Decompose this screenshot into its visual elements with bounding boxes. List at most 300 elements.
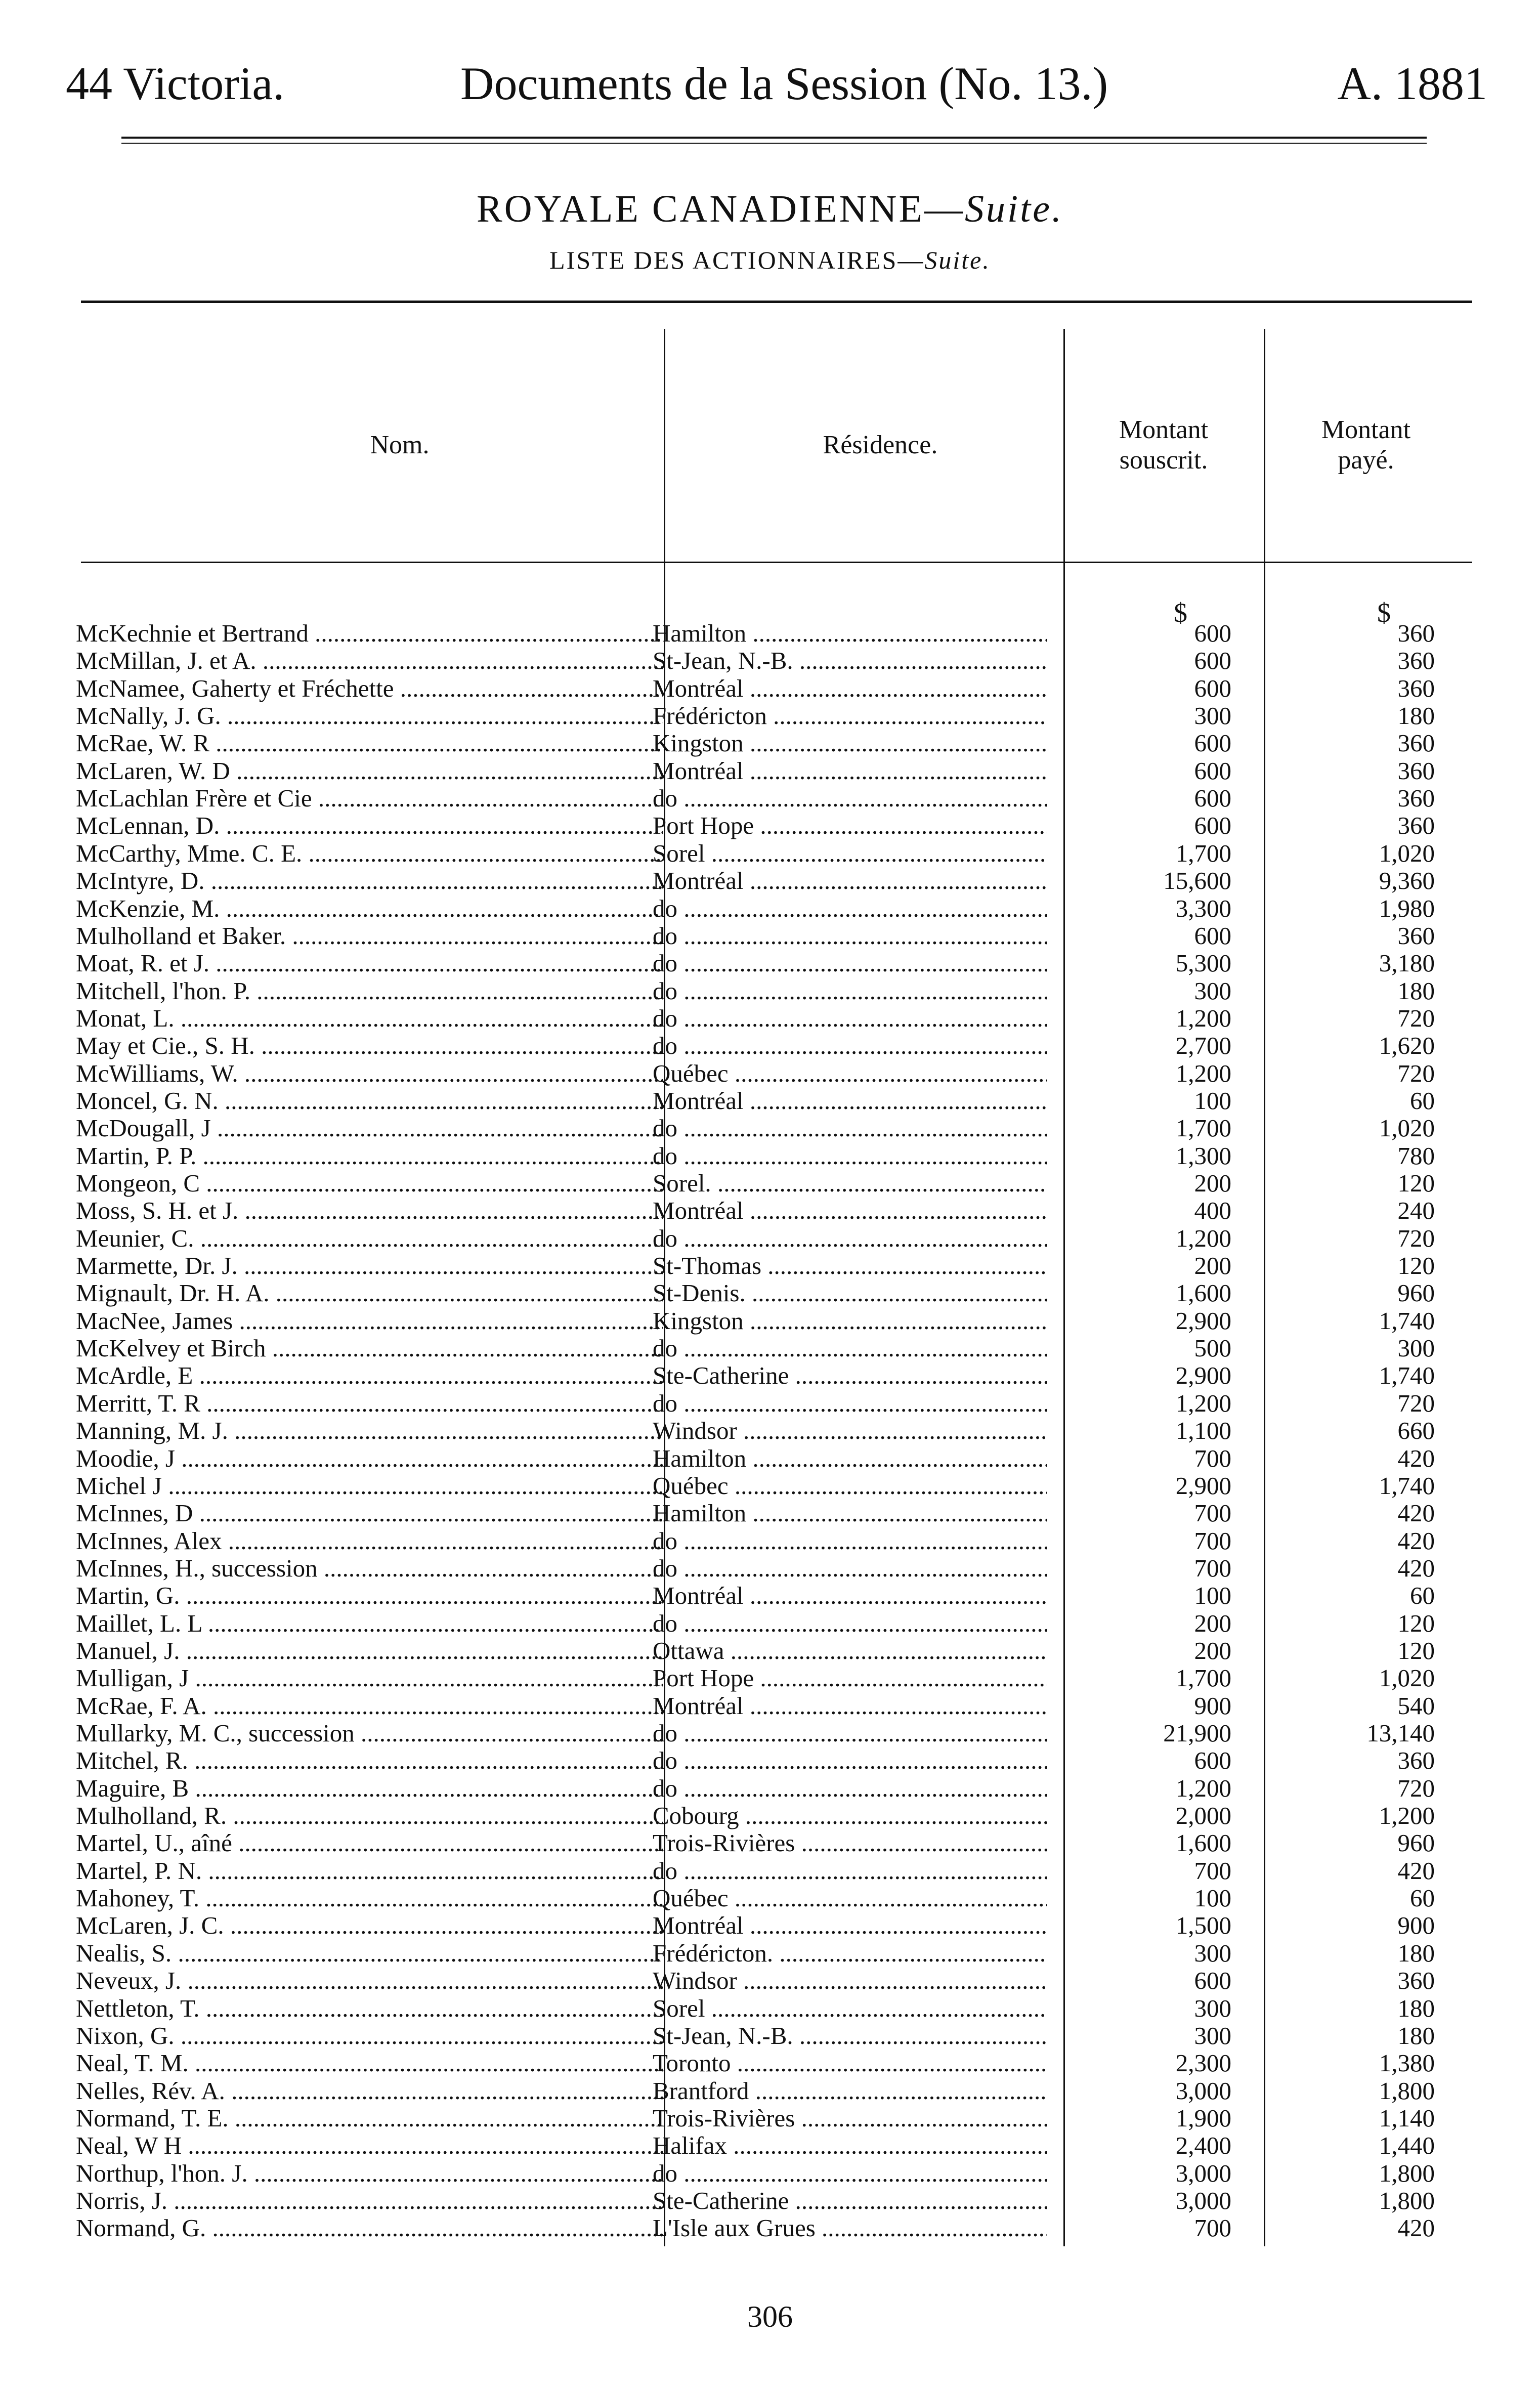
cell-souscrit: 1,100 bbox=[1175, 1417, 1231, 1445]
cell-nom: Normand, T. E. ..... bbox=[76, 2105, 663, 2132]
cell-paye: 1,620 bbox=[1379, 1032, 1435, 1060]
cell-souscrit: 600 bbox=[1194, 1967, 1231, 1995]
cell-souscrit: 300 bbox=[1194, 1994, 1231, 2022]
cell-residence: Montréal ..... bbox=[653, 1912, 1047, 1939]
column-header-nom: Nom. bbox=[370, 431, 430, 459]
section-title-suffix: Suite. bbox=[964, 188, 1063, 230]
cell-paye: 360 bbox=[1397, 729, 1435, 757]
cell-residence: do ..... bbox=[653, 1720, 1047, 1747]
table-row bbox=[0, 1665, 1540, 1692]
cell-souscrit: 2,900 bbox=[1175, 1361, 1231, 1390]
cell-paye: 60 bbox=[1410, 1582, 1435, 1610]
cell-residence: Port Hope ..... bbox=[653, 1665, 1047, 1692]
table-row bbox=[0, 1967, 1540, 1994]
cell-paye: 1,020 bbox=[1379, 839, 1435, 867]
cell-souscrit: 5,300 bbox=[1175, 949, 1231, 977]
cell-residence: Toronto ..... bbox=[653, 2050, 1047, 2077]
cell-paye: 1,020 bbox=[1379, 1114, 1435, 1142]
header-volume: 44 Victoria. bbox=[66, 58, 285, 109]
cell-souscrit: 400 bbox=[1194, 1197, 1231, 1225]
cell-souscrit: 900 bbox=[1194, 1691, 1231, 1720]
cell-souscrit: 600 bbox=[1194, 921, 1231, 950]
cell-residence: St-Thomas ..... bbox=[653, 1252, 1047, 1279]
table-row bbox=[0, 1802, 1540, 1829]
table-row bbox=[0, 1472, 1540, 1500]
cell-residence: do ..... bbox=[653, 1032, 1047, 1059]
column-header-souscrit bbox=[1088, 415, 1239, 476]
table-row bbox=[0, 2105, 1540, 2132]
cell-nom: Manuel, J. ..... bbox=[76, 1637, 663, 1665]
cell-residence: Brantford ..... bbox=[653, 2077, 1047, 2105]
header-rule-top bbox=[121, 137, 1427, 139]
cell-residence: Sorel ..... bbox=[653, 840, 1047, 867]
cell-nom: McLaren, W. D ..... bbox=[76, 757, 663, 785]
cell-paye: 720 bbox=[1397, 1389, 1435, 1417]
table-row bbox=[0, 1610, 1540, 1637]
cell-souscrit: 300 bbox=[1194, 976, 1231, 1005]
cell-nom: McDougall, J ..... bbox=[76, 1115, 663, 1142]
cell-paye: 120 bbox=[1397, 1636, 1435, 1665]
cell-nom: Moncel, G. N. ..... bbox=[76, 1087, 663, 1115]
cell-nom: May et Cie., S. H. ..... bbox=[76, 1032, 663, 1059]
cell-souscrit: 2,300 bbox=[1175, 2049, 1231, 2077]
cell-nom: Marmette, Dr. J. ..... bbox=[76, 1252, 663, 1279]
cell-paye: 420 bbox=[1397, 1499, 1435, 1527]
cell-residence: do ..... bbox=[653, 922, 1047, 950]
cell-souscrit: 2,900 bbox=[1175, 1471, 1231, 1500]
cell-residence: St-Jean, N.-B. ..... bbox=[653, 2022, 1047, 2050]
cell-paye: 1,800 bbox=[1379, 2159, 1435, 2187]
table-row bbox=[0, 1417, 1540, 1444]
cell-nom: Meunier, C. ..... bbox=[76, 1225, 663, 1252]
cell-paye: 120 bbox=[1397, 1609, 1435, 1637]
table-row bbox=[0, 675, 1540, 702]
cell-nom: Martel, P. N. ..... bbox=[76, 1857, 663, 1885]
cell-paye: 1,140 bbox=[1379, 2104, 1435, 2132]
table-row bbox=[0, 785, 1540, 812]
cell-residence: Hamilton ..... bbox=[653, 1445, 1047, 1472]
cell-residence: Québec ..... bbox=[653, 1885, 1047, 1912]
cell-souscrit: 600 bbox=[1194, 1746, 1231, 1775]
table-row bbox=[0, 702, 1540, 730]
cell-souscrit: 600 bbox=[1194, 756, 1231, 785]
cell-paye: 180 bbox=[1397, 1939, 1435, 1967]
cell-souscrit: 600 bbox=[1194, 674, 1231, 702]
cell-souscrit: 200 bbox=[1194, 1169, 1231, 1197]
cell-paye: 1,980 bbox=[1379, 894, 1435, 922]
cell-paye: 1,800 bbox=[1379, 2076, 1435, 2105]
table-row bbox=[0, 2187, 1540, 2214]
table-row bbox=[0, 757, 1540, 785]
cell-nom: Moss, S. H. et J. ..... bbox=[76, 1197, 663, 1224]
cell-residence: do ..... bbox=[653, 1747, 1047, 1774]
cell-nom: Mitchell, l'hon. P. ..... bbox=[76, 977, 663, 1005]
cell-souscrit: 1,200 bbox=[1175, 1389, 1231, 1417]
cell-nom: McNamee, Gaherty et Fréchette ..... bbox=[76, 675, 663, 702]
cell-paye: 360 bbox=[1397, 1746, 1435, 1775]
cell-nom: Martel, U., aîné ..... bbox=[76, 1829, 663, 1857]
cell-souscrit: 15,600 bbox=[1163, 867, 1231, 895]
cell-souscrit: 1,300 bbox=[1175, 1141, 1231, 1170]
cell-nom: McNally, J. G. ..... bbox=[76, 702, 663, 730]
table-row bbox=[0, 730, 1540, 757]
table-row bbox=[0, 950, 1540, 977]
cell-nom: McCarthy, Mme. C. E. ..... bbox=[76, 840, 663, 867]
column-header-souscrit-line1: Montant bbox=[1119, 415, 1209, 444]
cell-paye: 120 bbox=[1397, 1252, 1435, 1280]
cell-nom: McWilliams, W. ..... bbox=[76, 1060, 663, 1087]
cell-residence: St-Jean, N.-B. ..... bbox=[653, 647, 1047, 674]
cell-nom: Neal, W H ..... bbox=[76, 2132, 663, 2159]
cell-residence: St-Denis. ..... bbox=[653, 1279, 1047, 1307]
cell-souscrit: 1,900 bbox=[1175, 2104, 1231, 2132]
table-row bbox=[0, 1390, 1540, 1417]
table-row bbox=[0, 1197, 1540, 1224]
cell-paye: 900 bbox=[1397, 1911, 1435, 1940]
table-row bbox=[0, 1720, 1540, 1747]
table-row bbox=[0, 1692, 1540, 1720]
cell-nom: Mongeon, C ..... bbox=[76, 1170, 663, 1197]
cell-paye: 60 bbox=[1410, 1086, 1435, 1115]
cell-souscrit: 700 bbox=[1194, 1444, 1231, 1472]
cell-paye: 13,140 bbox=[1366, 1719, 1435, 1747]
cell-souscrit: 21,900 bbox=[1163, 1719, 1231, 1747]
cell-residence: Kingston ..... bbox=[653, 1307, 1047, 1335]
cell-residence: Frédéricton. ..... bbox=[653, 1940, 1047, 1967]
table-row bbox=[0, 1582, 1540, 1609]
table-row bbox=[0, 977, 1540, 1005]
table-row bbox=[0, 1225, 1540, 1252]
cell-residence: Sorel ..... bbox=[653, 1995, 1047, 2022]
table-row bbox=[0, 1747, 1540, 1774]
table-row bbox=[0, 1252, 1540, 1279]
cell-souscrit: 2,400 bbox=[1175, 2131, 1231, 2160]
cell-residence: Montréal ..... bbox=[653, 1087, 1047, 1115]
table-row bbox=[0, 1335, 1540, 1362]
cell-souscrit: 100 bbox=[1194, 1086, 1231, 1115]
cell-souscrit: 200 bbox=[1194, 1252, 1231, 1280]
cell-souscrit: 200 bbox=[1194, 1636, 1231, 1665]
column-header-paye-line1: Montant bbox=[1321, 415, 1411, 444]
cell-nom: McIntyre, D. ..... bbox=[76, 867, 663, 894]
cell-souscrit: 700 bbox=[1194, 1526, 1231, 1555]
cell-residence: Cobourg ..... bbox=[653, 1802, 1047, 1829]
table-row bbox=[0, 2022, 1540, 2050]
cell-nom: Mulligan, J ..... bbox=[76, 1665, 663, 1692]
cell-souscrit: 700 bbox=[1194, 2214, 1231, 2242]
cell-paye: 3,180 bbox=[1379, 949, 1435, 977]
cell-nom: Nelles, Rév. A. ..... bbox=[76, 2077, 663, 2105]
cell-paye: 1,020 bbox=[1379, 1664, 1435, 1692]
cell-residence: L'Isle aux Grues ..... bbox=[653, 2214, 1047, 2242]
column-header-souscrit-line2: souscrit. bbox=[1119, 446, 1208, 475]
cell-residence: do ..... bbox=[653, 1142, 1047, 1170]
header-year: A. 1881 bbox=[1337, 58, 1487, 109]
table-row bbox=[0, 922, 1540, 950]
table-row bbox=[0, 2077, 1540, 2105]
cell-souscrit: 300 bbox=[1194, 1939, 1231, 1967]
cell-souscrit: 600 bbox=[1194, 812, 1231, 840]
cell-nom: Nettleton, T. ..... bbox=[76, 1995, 663, 2022]
cell-souscrit: 3,300 bbox=[1175, 894, 1231, 922]
cell-paye: 420 bbox=[1397, 2214, 1435, 2242]
cell-paye: 720 bbox=[1397, 1774, 1435, 1802]
cell-nom: McInnes, H., succession ..... bbox=[76, 1555, 663, 1582]
cell-nom: Moat, R. et J. ..... bbox=[76, 950, 663, 977]
cell-souscrit: 100 bbox=[1194, 1582, 1231, 1610]
cell-souscrit: 1,600 bbox=[1175, 1829, 1231, 1857]
cell-residence: Sorel. ..... bbox=[653, 1170, 1047, 1197]
cell-nom: Maguire, B ..... bbox=[76, 1775, 663, 1802]
cell-residence: do ..... bbox=[653, 1527, 1047, 1555]
table-row bbox=[0, 812, 1540, 839]
cell-nom: MacNee, James ..... bbox=[76, 1307, 663, 1335]
cell-souscrit: 700 bbox=[1194, 1499, 1231, 1527]
cell-nom: McInnes, Alex ..... bbox=[76, 1527, 663, 1555]
table-row bbox=[0, 1005, 1540, 1032]
table-row bbox=[0, 895, 1540, 922]
cell-paye: 180 bbox=[1397, 976, 1435, 1005]
cell-nom: McMillan, J. et A. ..... bbox=[76, 647, 663, 674]
cell-souscrit: 1,200 bbox=[1175, 1059, 1231, 1087]
column-header-paye bbox=[1290, 415, 1442, 476]
page-header bbox=[66, 57, 1487, 112]
table-row bbox=[0, 1885, 1540, 1912]
cell-nom: Mignault, Dr. H. A. ..... bbox=[76, 1279, 663, 1307]
cell-paye: 180 bbox=[1397, 1994, 1435, 2022]
cell-souscrit: 700 bbox=[1194, 1554, 1231, 1582]
cell-nom: Moodie, J ..... bbox=[76, 1445, 663, 1472]
cell-souscrit: 2,000 bbox=[1175, 1802, 1231, 1830]
cell-paye: 360 bbox=[1397, 812, 1435, 840]
cell-nom: Mahoney, T. ..... bbox=[76, 1885, 663, 1912]
table-row bbox=[0, 1087, 1540, 1115]
cell-residence: do ..... bbox=[653, 1390, 1047, 1417]
cell-residence: Port Hope ..... bbox=[653, 812, 1047, 839]
cell-residence: do ..... bbox=[653, 1115, 1047, 1142]
table-row bbox=[0, 620, 1540, 647]
cell-paye: 420 bbox=[1397, 1856, 1435, 1885]
cell-paye: 360 bbox=[1397, 921, 1435, 950]
cell-paye: 960 bbox=[1397, 1829, 1435, 1857]
cell-paye: 1,380 bbox=[1379, 2049, 1435, 2077]
cell-nom: McLennan, D. ..... bbox=[76, 812, 663, 839]
cell-residence: do ..... bbox=[653, 977, 1047, 1005]
cell-residence: do ..... bbox=[653, 1555, 1047, 1582]
cell-residence: Montréal ..... bbox=[653, 1197, 1047, 1224]
cell-nom: Mulholland, R. ..... bbox=[76, 1802, 663, 1829]
cell-paye: 720 bbox=[1397, 1059, 1435, 1087]
cell-nom: Neveux, J. ..... bbox=[76, 1967, 663, 1994]
section-title bbox=[0, 187, 1540, 231]
cell-residence: Kingston ..... bbox=[653, 730, 1047, 757]
cell-souscrit: 3,000 bbox=[1175, 2186, 1231, 2214]
cell-residence: Québec ..... bbox=[653, 1472, 1047, 1500]
cell-residence: Windsor ..... bbox=[653, 1417, 1047, 1444]
cell-nom: Monat, L. ..... bbox=[76, 1005, 663, 1032]
table-row bbox=[0, 2050, 1540, 2077]
cell-nom: McArdle, E ..... bbox=[76, 1362, 663, 1389]
cell-residence: Frédéricton ..... bbox=[653, 702, 1047, 730]
cell-residence: Montréal ..... bbox=[653, 867, 1047, 894]
table-row bbox=[0, 1775, 1540, 1802]
table-row bbox=[0, 647, 1540, 674]
cell-residence: Windsor ..... bbox=[653, 1967, 1047, 1994]
table-row bbox=[0, 840, 1540, 867]
cell-nom: Mullarky, M. C., succession ..... bbox=[76, 1720, 663, 1747]
cell-paye: 300 bbox=[1397, 1334, 1435, 1362]
cell-nom: Martin, G. ..... bbox=[76, 1582, 663, 1609]
cell-souscrit: 300 bbox=[1194, 702, 1231, 730]
cell-nom: Michel J ..... bbox=[76, 1472, 663, 1500]
cell-souscrit: 300 bbox=[1194, 2021, 1231, 2050]
cell-souscrit: 100 bbox=[1194, 1884, 1231, 1912]
cell-nom: McRae, W. R ..... bbox=[76, 730, 663, 757]
cell-nom: Merritt, T. R ..... bbox=[76, 1390, 663, 1417]
cell-residence: Montréal ..... bbox=[653, 757, 1047, 785]
cell-paye: 720 bbox=[1397, 1004, 1435, 1032]
cell-residence: Hamilton ..... bbox=[653, 1500, 1047, 1527]
table-row bbox=[0, 1307, 1540, 1335]
cell-souscrit: 1,200 bbox=[1175, 1004, 1231, 1032]
cell-residence: do ..... bbox=[653, 895, 1047, 922]
cell-paye: 180 bbox=[1397, 702, 1435, 730]
cell-souscrit: 1,700 bbox=[1175, 1114, 1231, 1142]
section-subtitle-suffix: Suite. bbox=[924, 246, 991, 274]
cell-residence: Trois-Rivières ..... bbox=[653, 1829, 1047, 1857]
cell-nom: Northup, l'hon. J. ..... bbox=[76, 2160, 663, 2187]
cell-nom: Maillet, L. L ..... bbox=[76, 1610, 663, 1637]
cell-souscrit: 600 bbox=[1194, 647, 1231, 675]
cell-nom: Nixon, G. ..... bbox=[76, 2022, 663, 2050]
table-row bbox=[0, 2214, 1540, 2242]
table-row bbox=[0, 1500, 1540, 1527]
cell-souscrit: 3,000 bbox=[1175, 2159, 1231, 2187]
table-row bbox=[0, 1829, 1540, 1857]
column-header-residence: Résidence. bbox=[823, 431, 938, 459]
cell-paye: 240 bbox=[1397, 1197, 1435, 1225]
cell-paye: 420 bbox=[1397, 1444, 1435, 1472]
cell-paye: 1,800 bbox=[1379, 2186, 1435, 2214]
cell-souscrit: 600 bbox=[1194, 729, 1231, 757]
table-row bbox=[0, 867, 1540, 894]
cell-paye: 360 bbox=[1397, 756, 1435, 785]
table-row bbox=[0, 1142, 1540, 1170]
cell-nom: Mulholland et Baker. ..... bbox=[76, 922, 663, 950]
table-row bbox=[0, 1637, 1540, 1665]
table-row bbox=[0, 1940, 1540, 1967]
cell-residence: do ..... bbox=[653, 1335, 1047, 1362]
table-row bbox=[0, 1527, 1540, 1555]
cell-residence: do ..... bbox=[653, 1225, 1047, 1252]
cell-nom: Martin, P. P. ..... bbox=[76, 1142, 663, 1170]
table-row bbox=[0, 1912, 1540, 1939]
cell-residence: Montréal ..... bbox=[653, 1582, 1047, 1609]
section-subtitle-text: LISTE DES ACTIONNAIRES— bbox=[549, 246, 925, 274]
cell-residence: Montréal ..... bbox=[653, 675, 1047, 702]
column-header-paye-line2: payé. bbox=[1338, 446, 1394, 475]
cell-souscrit: 1,700 bbox=[1175, 839, 1231, 867]
cell-residence: Ottawa ..... bbox=[653, 1637, 1047, 1665]
cell-nom: McLaren, J. C. ..... bbox=[76, 1912, 663, 1939]
section-title-text: ROYALE CANADIENNE— bbox=[477, 188, 965, 230]
cell-nom: Normand, G. ..... bbox=[76, 2214, 663, 2242]
cell-paye: 960 bbox=[1397, 1279, 1435, 1307]
table-row bbox=[0, 1857, 1540, 1885]
cell-paye: 780 bbox=[1397, 1141, 1435, 1170]
cell-paye: 1,740 bbox=[1379, 1471, 1435, 1500]
cell-nom: McLachlan Frère et Cie ..... bbox=[76, 785, 663, 812]
cell-residence: Québec ..... bbox=[653, 1060, 1047, 1087]
currency-symbol-paye: $ bbox=[1377, 598, 1391, 628]
cell-paye: 1,740 bbox=[1379, 1361, 1435, 1390]
cell-residence: do ..... bbox=[653, 1857, 1047, 1885]
table-row bbox=[0, 1995, 1540, 2022]
cell-residence: Ste-Catherine ..... bbox=[653, 2187, 1047, 2214]
cell-paye: 420 bbox=[1397, 1526, 1435, 1555]
cell-souscrit: 1,200 bbox=[1175, 1774, 1231, 1802]
cell-paye: 9,360 bbox=[1379, 867, 1435, 895]
cell-paye: 540 bbox=[1397, 1691, 1435, 1720]
cell-nom: Mitchel, R. ..... bbox=[76, 1747, 663, 1774]
cell-nom: McRae, F. A. ..... bbox=[76, 1692, 663, 1720]
cell-nom: McKenzie, M. ..... bbox=[76, 895, 663, 922]
currency-symbol-souscrit: $ bbox=[1174, 598, 1187, 628]
cell-residence: do ..... bbox=[653, 1610, 1047, 1637]
cell-paye: 420 bbox=[1397, 1554, 1435, 1582]
table-row bbox=[0, 2132, 1540, 2159]
table-row bbox=[0, 1555, 1540, 1582]
cell-souscrit: 2,700 bbox=[1175, 1032, 1231, 1060]
table-row bbox=[0, 1060, 1540, 1087]
cell-souscrit: 700 bbox=[1194, 1856, 1231, 1885]
page-number: 306 bbox=[747, 2300, 793, 2333]
cell-paye: 60 bbox=[1410, 1884, 1435, 1912]
header-rule-bottom bbox=[121, 143, 1427, 144]
table-row bbox=[0, 1279, 1540, 1307]
cell-paye: 1,440 bbox=[1379, 2131, 1435, 2160]
cell-paye: 120 bbox=[1397, 1169, 1435, 1197]
cell-souscrit: 600 bbox=[1194, 784, 1231, 813]
cell-souscrit: 200 bbox=[1194, 1609, 1231, 1637]
cell-paye: 360 bbox=[1397, 1967, 1435, 1995]
header-title: Documents de la Session (No. 13.) bbox=[460, 58, 1108, 109]
table-row bbox=[0, 1362, 1540, 1389]
section-subtitle bbox=[0, 245, 1540, 275]
cell-paye: 360 bbox=[1397, 674, 1435, 702]
cell-paye: 360 bbox=[1397, 784, 1435, 813]
cell-paye: 1,740 bbox=[1379, 1306, 1435, 1335]
cell-residence: do ..... bbox=[653, 950, 1047, 977]
cell-souscrit: 1,600 bbox=[1175, 1279, 1231, 1307]
cell-residence: do ..... bbox=[653, 2160, 1047, 2187]
table-row bbox=[0, 2160, 1540, 2187]
cell-nom: Nealis, S. ..... bbox=[76, 1940, 663, 1967]
table-row bbox=[0, 1170, 1540, 1197]
cell-souscrit: 1,500 bbox=[1175, 1911, 1231, 1940]
cell-nom: McInnes, D ..... bbox=[76, 1500, 663, 1527]
table-row bbox=[0, 1115, 1540, 1142]
table-row bbox=[0, 1445, 1540, 1472]
cell-nom: Neal, T. M. ..... bbox=[76, 2050, 663, 2077]
cell-residence: Halifax ..... bbox=[653, 2132, 1047, 2159]
cell-residence: do ..... bbox=[653, 1005, 1047, 1032]
cell-souscrit: 1,700 bbox=[1175, 1664, 1231, 1692]
cell-residence: do ..... bbox=[653, 785, 1047, 812]
cell-paye: 720 bbox=[1397, 1224, 1435, 1252]
cell-souscrit: 3,000 bbox=[1175, 2076, 1231, 2105]
cell-paye: 360 bbox=[1397, 647, 1435, 675]
